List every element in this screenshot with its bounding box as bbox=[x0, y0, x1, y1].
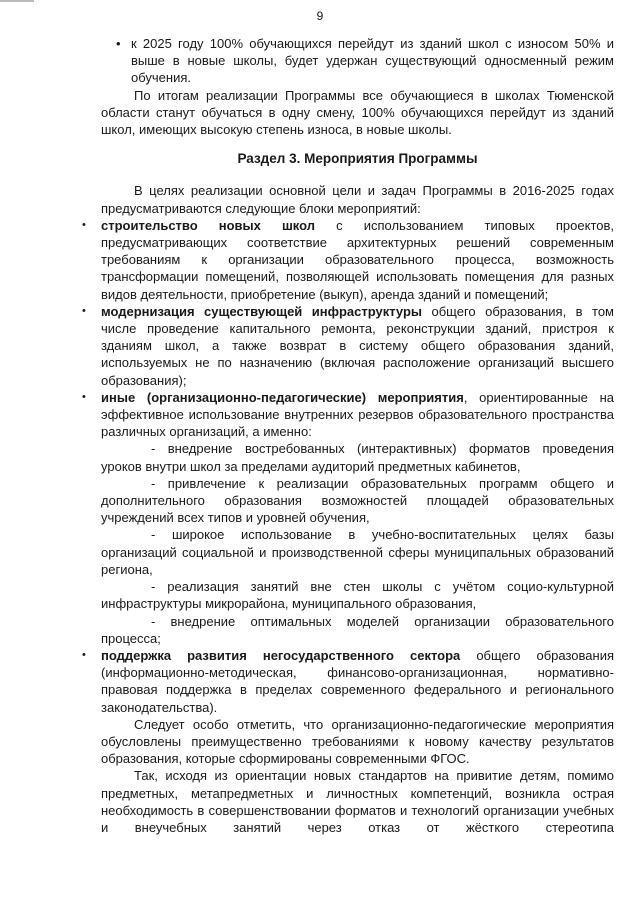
paragraph-results: По итогам реализации Программы все обучающиеся в школах Тюменской области станут обучаться в одну смену, 100% обучающихся перейдут из зданий школ, имеющих высокую степень износа, в новые школы. bbox=[101, 87, 614, 138]
block-title: модернизация существующей инфраструктуры bbox=[101, 303, 423, 319]
block-item-nonstate-support bbox=[82, 647, 614, 716]
paragraph-final: Так, исходя из ориентации новых стандартов на привитие детям, помимо предметных, метапредметных и личностных компетенций, возникла острая необходимость в совершенствовании форматов и технологий организации учебных и внеучебных занятий через отказ от жёсткого стереотипа bbox=[101, 768, 614, 835]
bullet-text: к 2025 году 100% обучающихся перейдут из зданий школ с износом 50% и выше в новые школы, будет удержан существующий односменный режим обучения. bbox=[131, 36, 614, 86]
paragraph-intro: В целях реализации основной цели и задач Программы в 2016-2025 годах предусматриваются следующие блоки мероприятий: bbox=[101, 183, 614, 216]
block-title: иные (организационно-педагогические) мероприятия bbox=[101, 389, 464, 405]
block-title: строительство новых школ bbox=[101, 217, 316, 233]
page-edge-mark bbox=[0, 0, 34, 2]
section-title: Раздел 3. Мероприятия Программы bbox=[237, 151, 478, 167]
block-text: общего образования (информационно-методическая, финансово-организационная, нормативно-правовая поддержка в пределах современного федерального и регионального законодательства). bbox=[101, 647, 614, 715]
dash-item: - привлечение к реализации образовательных программ общего и дополнительного образования возможностей площадей образовательных учреждений всех типов и уровней обучения, bbox=[101, 475, 614, 526]
paragraph-note: Следует особо отметить, что организационно-педагогические мероприятия обусловлены преимущественно требованиями к новому качеству результатов образования, которые сформированы современными ФГОС. bbox=[101, 716, 614, 767]
dash-item: - реализация занятий вне стен школы с учётом социо-культурной инфраструктуры микрорайона, муниципального образования, bbox=[101, 579, 614, 612]
block-text: , ориентированные на эффективное использование внутренних резервов образовательного пространства различных организаций, а именно: bbox=[101, 389, 614, 440]
bullet-marker: • bbox=[82, 218, 86, 231]
dash-item: - внедрение востребованных (интерактивных) форматов проведения уроков внутри школ за пределами аудиторий предметных кабинетов, bbox=[101, 441, 614, 474]
bullet-marker: • bbox=[116, 36, 121, 51]
block-item-construction bbox=[82, 217, 614, 303]
block-text: общего образования, в том числе проведение капитального ремонта, реконструкции зданий, пристроя к зданиям школ, а также возврат в систему общего образования зданий, используемых не по назначению (включая расположение организаций высшего образования); bbox=[101, 303, 614, 388]
bullet-marker: • bbox=[82, 390, 86, 403]
block-item-organizational bbox=[82, 389, 614, 441]
bullet-marker: • bbox=[82, 304, 86, 317]
dash-item: - широкое использование в учебно-воспитательных целях базы организаций социальной и производственной сферы муниципальных образований региона, bbox=[101, 527, 614, 577]
block-title: поддержка развития негосударственного сектора bbox=[101, 647, 461, 663]
bullet-item-2025 bbox=[101, 35, 614, 87]
bullet-marker: • bbox=[82, 648, 86, 661]
page-number: 9 bbox=[316, 9, 324, 23]
dash-item: - внедрение оптимальных моделей организации образовательного процесса; bbox=[101, 613, 614, 646]
block-text: с использованием типовых проектов, предусматривающих соответствие архитектурных решений современным требованиям к организации образовательного процесса, возможность трансформации помещений, позволяющей использовать помещения для разных видов деятельности, приобретение (выкуп), аренда зданий и помещений; bbox=[101, 217, 614, 302]
document-body bbox=[82, 35, 614, 836]
block-item-modernization bbox=[82, 303, 614, 389]
